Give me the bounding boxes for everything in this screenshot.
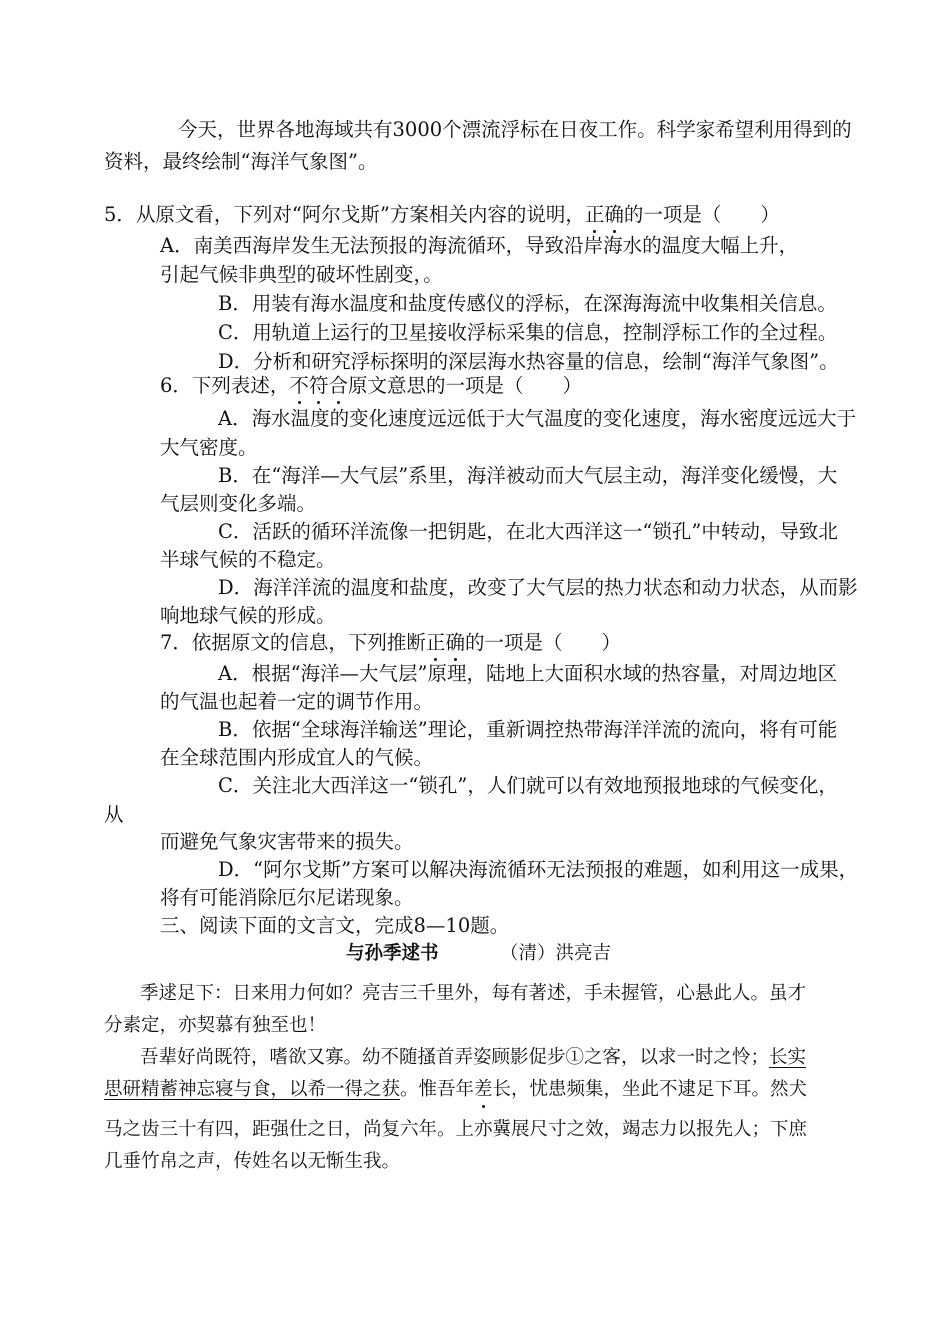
emphasis-dot-char: 确 — [445, 631, 465, 654]
underlined-sentence: 思研精蓄神忘寝与食，以希一得之获 — [104, 1079, 401, 1100]
q6-stem-text-a: 6．下列表述， — [160, 374, 290, 397]
classical-title: 与孙季逑书 — [346, 943, 439, 964]
q5-option-a-line-2: 引起气候非典型的破坏性剧变，。 — [160, 263, 443, 286]
q6-option-c-line-2: 半球气候的不稳定。 — [160, 548, 336, 571]
q6-option-d-line-2: 响地球气候的形成。 — [160, 604, 336, 627]
underlined-sentence: 长实 — [769, 1047, 807, 1068]
classical-p1-line-1: 季逑足下：日来用力何如？亮吉三千里外，每有著述，手未握管，心悬此人。虽才 — [140, 983, 807, 1004]
q5-option-d: D．分析和研究浮标探明的深层海水热容量的信息，绘制“海洋气象图”。 — [218, 350, 839, 373]
q5-stem-text-b: 的一项是（ ） — [623, 203, 780, 226]
q7-stem — [160, 630, 621, 656]
classical-p2-text: 。惟吾年 — [400, 1079, 475, 1100]
q6-option-d-line-1: D．海洋洋流的温度和盐度，改变了大气层的热力状态和动力状态，从而影 — [218, 576, 858, 599]
intro-line-2: 资料，最终绘制“海洋气象图”。 — [104, 150, 378, 173]
q7-stem-text-a: 7．依据原文的信息，下列推断 — [160, 631, 426, 654]
classical-p2-line-2 — [104, 1077, 807, 1103]
q7-option-a-line-2: 的气温也起着一定的调节作用。 — [160, 690, 434, 713]
q7-option-b-line-2: 在全球范围内形成宜人的气候。 — [160, 746, 434, 769]
emphasis-dot-char: 符 — [308, 374, 329, 397]
classical-p2-text: 吾辈好尚既符，嗜欲又寡。幼不随搔首弄姿顾影促步①之客，以求一时之怜； — [140, 1047, 770, 1068]
classical-p1-line-2: 分素定，亦契慕有独至也！ — [104, 1015, 327, 1036]
q7-option-c-line-3: 而避免气象灾害带来的损失。 — [160, 830, 414, 853]
q6-option-b-line-1: B．在“海洋—大气层”系里，海洋被动而大气层主动，海洋变化缓慢，大 — [218, 464, 838, 487]
section-heading: 三、阅读下面的文言文，完成8—10题。 — [160, 914, 510, 937]
classical-author: （清）洪亮吉 — [500, 943, 612, 964]
q7-option-b-line-1: B．依据“全球海洋输送”理论，重新调控热带海洋洋流的流向，将有可能 — [218, 718, 838, 741]
classical-p2-line-4: 几垂竹帛之声，传姓名以无惭生我。 — [104, 1151, 401, 1172]
q7-option-a-line-1: A．根据“海洋—大气层”原理，陆地上大面积水域的热容量，对周边地区 — [218, 662, 838, 685]
classical-p2-line-3: 马之齿三十有四，距强仕之日，尚复六年。上亦冀展尺寸之效，竭志力以报先人；下庶 — [104, 1119, 808, 1140]
emphasis-dot-char: 不 — [289, 374, 309, 397]
q6-option-a-line-2: 大气密度。 — [160, 436, 258, 459]
q5-stem-text-a: 5．从原文看，下列对“阿尔戈斯”方案相关内容的说明， — [104, 203, 585, 226]
classical-p2-text: 长，忧患频集，坐此不逮足下耳。然犬 — [492, 1079, 808, 1100]
q5-option-b: B．用装有海水温度和盐度传感仪的浮标，在深海海流中收集相关信息。 — [218, 292, 837, 315]
q7-option-d-line-1: D．“阿尔戈斯”方案可以解决海流循环无法预报的难题，如利用这一成果， — [218, 858, 859, 881]
q6-stem — [160, 373, 582, 399]
q5-option-c: C．用轨道上运行的卫星接收浮标采集的信息，控制浮标工作的全过程。 — [218, 321, 838, 344]
q7-stem-text-b: 的一项是（ ） — [464, 631, 621, 654]
classical-p2-line-1 — [140, 1045, 806, 1071]
emphasis-dot-char: 确 — [604, 203, 624, 226]
emphasis-dot-char: 正 — [584, 203, 605, 226]
intro-line-1: 今天，世界各地海域共有3000个漂流浮标在日夜工作。科学家希望利用得到的 — [178, 118, 852, 141]
q5-stem — [104, 202, 780, 228]
emphasis-dot-char: 合 — [328, 374, 348, 397]
q6-option-b-line-2: 气层则变化多端。 — [160, 492, 317, 515]
q5-option-a-line-1: A．南美西海岸发生无法预报的海流循环，导致沿岸海水的温度大幅上升， — [160, 234, 799, 257]
q6-option-c-line-1: C．活跃的循环洋流像一把钥匙，在北大西洋这一“锁孔”中转动，导致北 — [218, 520, 838, 543]
emphasis-dot-char: 正 — [425, 631, 446, 654]
q7-option-c-line-1: C．关注北大西洋这一“锁孔”，人们就可以有效地预报地球的气候变化， — [218, 774, 838, 797]
q7-option-c-line-2: 从 — [104, 803, 124, 826]
q6-stem-text-b: 原文意思的一项是（ ） — [347, 374, 582, 397]
q6-option-a-line-1: A．海水温度的变化速度远远低于大气温度的变化速度，海水密度远远大于 — [218, 407, 857, 430]
emphasis-dot-char: 差 — [474, 1077, 493, 1103]
q7-option-d-line-2: 将有可能消除厄尔尼诺现象。 — [160, 886, 414, 909]
